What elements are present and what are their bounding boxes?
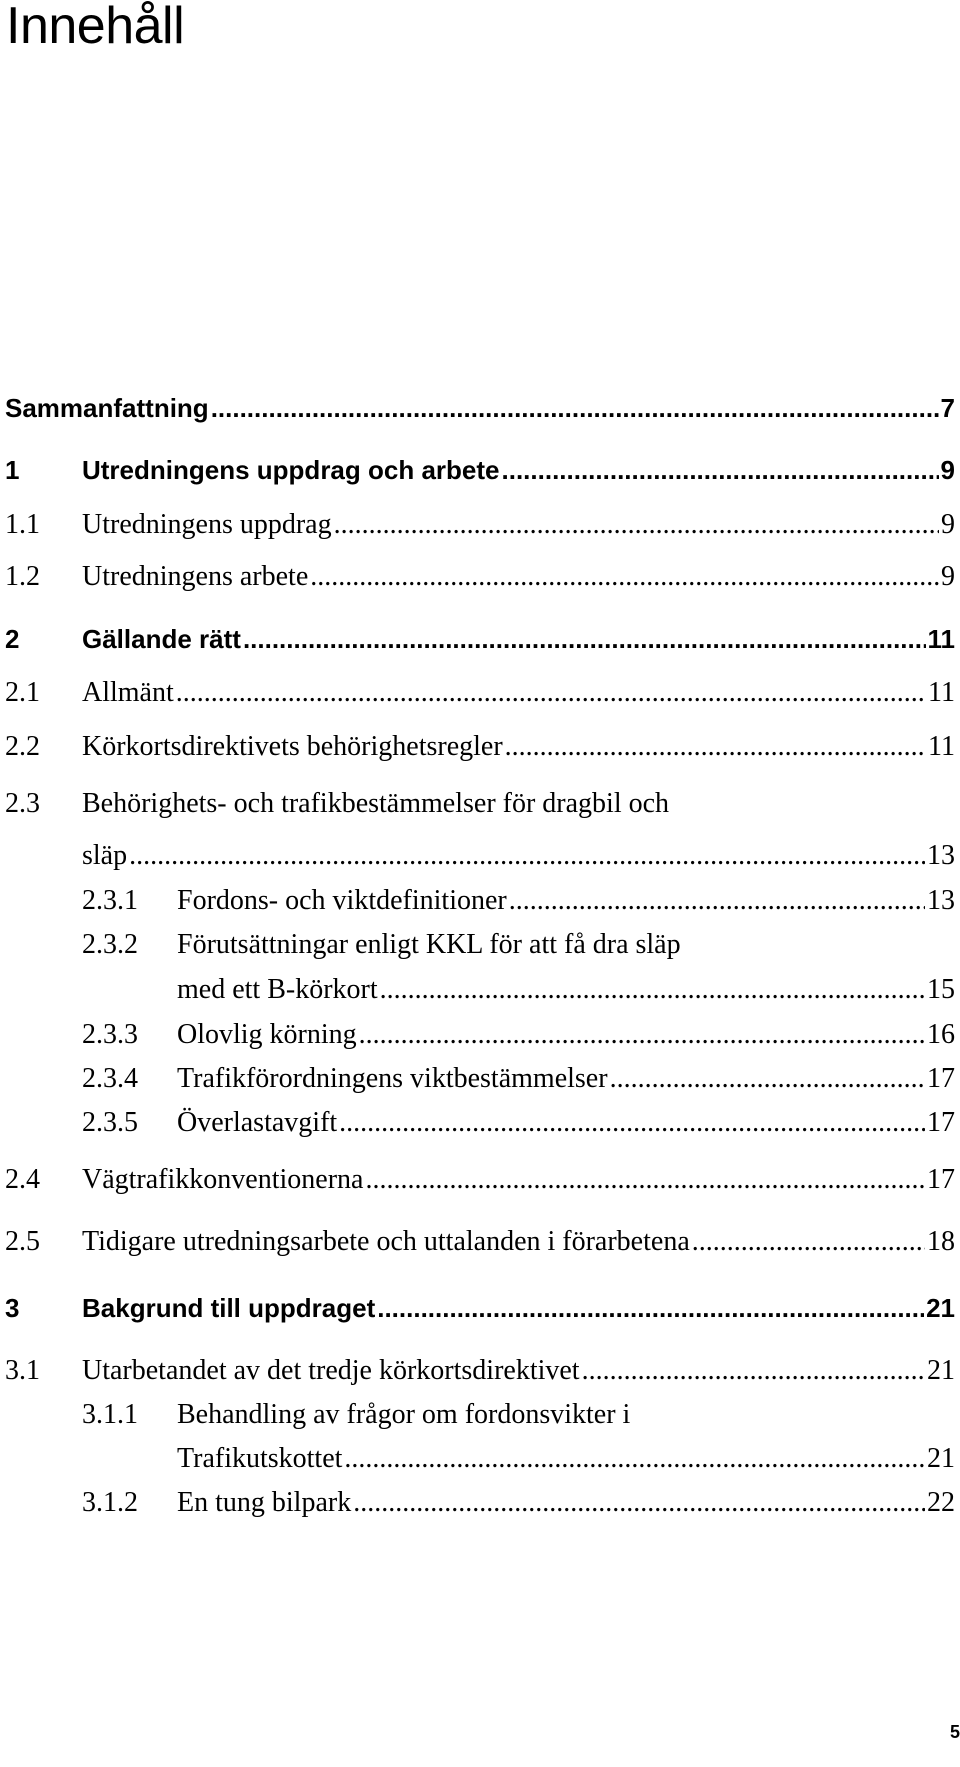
toc-entry-page: 9: [941, 561, 955, 592]
toc-entry[interactable]: [5, 624, 955, 654]
toc-entry-label: Trafikförordningens viktbestämmelser: [177, 1063, 608, 1094]
page-number: 5: [949, 1722, 960, 1742]
toc-leader: [507, 885, 925, 917]
toc-entry[interactable]: [5, 731, 955, 763]
toc-entry-number: 2.3.5: [82, 1107, 138, 1138]
toc-entry[interactable]: [5, 561, 955, 593]
toc-entry-number: 2.3.3: [82, 1019, 138, 1050]
toc-leader: [337, 1107, 925, 1139]
toc-leader: [209, 393, 939, 423]
toc-entry[interactable]: [5, 455, 955, 485]
toc-entry-label-continued: Trafikutskottet: [177, 1443, 343, 1474]
toc-entry-label: Bakgrund till uppdraget: [82, 1293, 376, 1323]
toc-leader: [332, 509, 939, 541]
toc-entry-label-continued: släp: [82, 840, 128, 871]
toc-entry[interactable]: [177, 1443, 955, 1475]
toc-leader: [580, 1355, 925, 1387]
toc-entry-label: Utredningens uppdrag: [82, 509, 332, 540]
toc-entry-number: 2.5: [5, 1226, 40, 1257]
toc-entry-page: 21: [927, 1355, 955, 1386]
toc-entry-number: 1: [5, 455, 20, 485]
toc-leader: [351, 1487, 925, 1519]
toc-entry[interactable]: [82, 1063, 955, 1095]
toc-entry-page: 18: [927, 1226, 955, 1257]
toc-entry-page: 7: [940, 393, 955, 423]
toc-leader: [375, 1293, 924, 1323]
toc-entry-label: Olovlig körning: [177, 1019, 357, 1050]
toc-entry[interactable]: [177, 974, 955, 1006]
toc-leader: [127, 840, 925, 872]
toc-entry-page: 17: [927, 1164, 955, 1195]
toc-entry-label: Vägtrafikkonventionerna: [82, 1164, 364, 1195]
toc-entry-page: 13: [927, 840, 955, 871]
toc-entry-page: 17: [927, 1063, 955, 1094]
toc-entry-number: 3.1.1: [82, 1399, 138, 1430]
toc-entry-number: 2.3: [5, 788, 40, 819]
toc-entry-number: 3.1: [5, 1355, 40, 1386]
toc-entry-label: Tidigare utredningsarbete och uttalanden i förarbetena: [82, 1226, 690, 1257]
toc-leader: [500, 455, 939, 485]
toc-entry[interactable]: [5, 677, 955, 709]
toc-entry-label: Fordons- och viktdefinitioner: [177, 885, 507, 916]
toc-entry-page: 11: [927, 624, 955, 654]
toc-entry-number: 2.3.1: [82, 885, 138, 916]
toc-leader: [342, 1443, 925, 1475]
toc-entry-label: Behörighets- och trafikbestämmelser för dragbil och: [82, 788, 670, 819]
toc-leader: [690, 1226, 925, 1258]
toc-entry-number: 1.1: [5, 509, 40, 540]
toc-entry-page: 9: [941, 509, 955, 540]
toc-entry-number: 2.1: [5, 677, 40, 708]
toc-entry-number: 3: [5, 1293, 20, 1323]
toc-entry-label: Utredningens arbete: [82, 561, 309, 592]
toc-leader: [357, 1019, 925, 1051]
toc-entry[interactable]: [5, 1355, 955, 1387]
toc-entry-number: 1.2: [5, 561, 40, 592]
toc-entry-page: 17: [927, 1107, 955, 1138]
page-title: Innehåll: [6, 0, 185, 55]
toc-entry-page: 11: [928, 677, 955, 708]
toc-leader: [378, 974, 925, 1006]
toc-entry-first-line[interactable]: [82, 929, 681, 961]
toc-entry-label: Allmänt: [82, 677, 174, 708]
toc-entry[interactable]: [82, 885, 955, 917]
toc-entry-number: 2.2: [5, 731, 40, 762]
toc-leader: [308, 561, 939, 593]
toc-entry[interactable]: [5, 1293, 955, 1323]
toc-entry-page: 21: [927, 1443, 955, 1474]
toc-entry[interactable]: [82, 840, 955, 872]
toc-entry-label: Överlastavgift: [177, 1107, 338, 1138]
toc-entry-label: Utredningens uppdrag och arbete: [82, 455, 500, 485]
toc-entry[interactable]: [5, 1164, 955, 1196]
toc-entry-page: 9: [940, 455, 955, 485]
toc-leader: [503, 731, 926, 763]
toc-entry-label: Förutsättningar enligt KKL för att få dra släp: [177, 929, 681, 960]
toc-entry-label: Utarbetandet av det tredje körkortsdirektivet: [82, 1355, 580, 1386]
toc-entry[interactable]: [82, 1107, 955, 1139]
toc-leader: [363, 1164, 925, 1196]
toc-entry-page: 13: [927, 885, 955, 916]
toc-leader: [174, 677, 926, 709]
toc-entry-number: 2.3.2: [82, 929, 138, 960]
toc-entry-label: Sammanfattning: [5, 393, 209, 423]
toc-entry-page: 22: [927, 1487, 955, 1518]
toc-entry[interactable]: [5, 1226, 955, 1258]
toc-entry-label-continued: med ett B-körkort: [177, 974, 378, 1005]
toc-entry-number: 3.1.2: [82, 1487, 138, 1518]
toc-leader: [608, 1063, 925, 1095]
toc-entry-number: 2.4: [5, 1164, 40, 1195]
toc-entry-number: 2: [5, 624, 20, 654]
toc-leader: [241, 624, 926, 654]
toc-entry[interactable]: [5, 509, 955, 541]
toc-entry-first-line[interactable]: [5, 788, 669, 820]
toc-entry-page: 16: [927, 1019, 955, 1050]
toc-entry[interactable]: [82, 1019, 955, 1051]
toc-entry-first-line[interactable]: [82, 1399, 630, 1431]
toc-entry-label: Behandling av frågor om fordonsvikter i: [177, 1399, 631, 1430]
toc-entry-label: En tung bilpark: [177, 1487, 352, 1518]
toc-entry-number: 2.3.4: [82, 1063, 138, 1094]
toc-entry-page: 11: [928, 731, 955, 762]
toc-entry-page: 15: [927, 974, 955, 1005]
toc-entry-label: Gällande rätt: [82, 624, 241, 654]
toc-entry-page: 21: [926, 1293, 955, 1323]
toc-entry-label: Körkortsdirektivets behörighetsregler: [82, 731, 503, 762]
toc-entry[interactable]: [82, 1487, 955, 1519]
toc-entry[interactable]: [5, 393, 955, 423]
